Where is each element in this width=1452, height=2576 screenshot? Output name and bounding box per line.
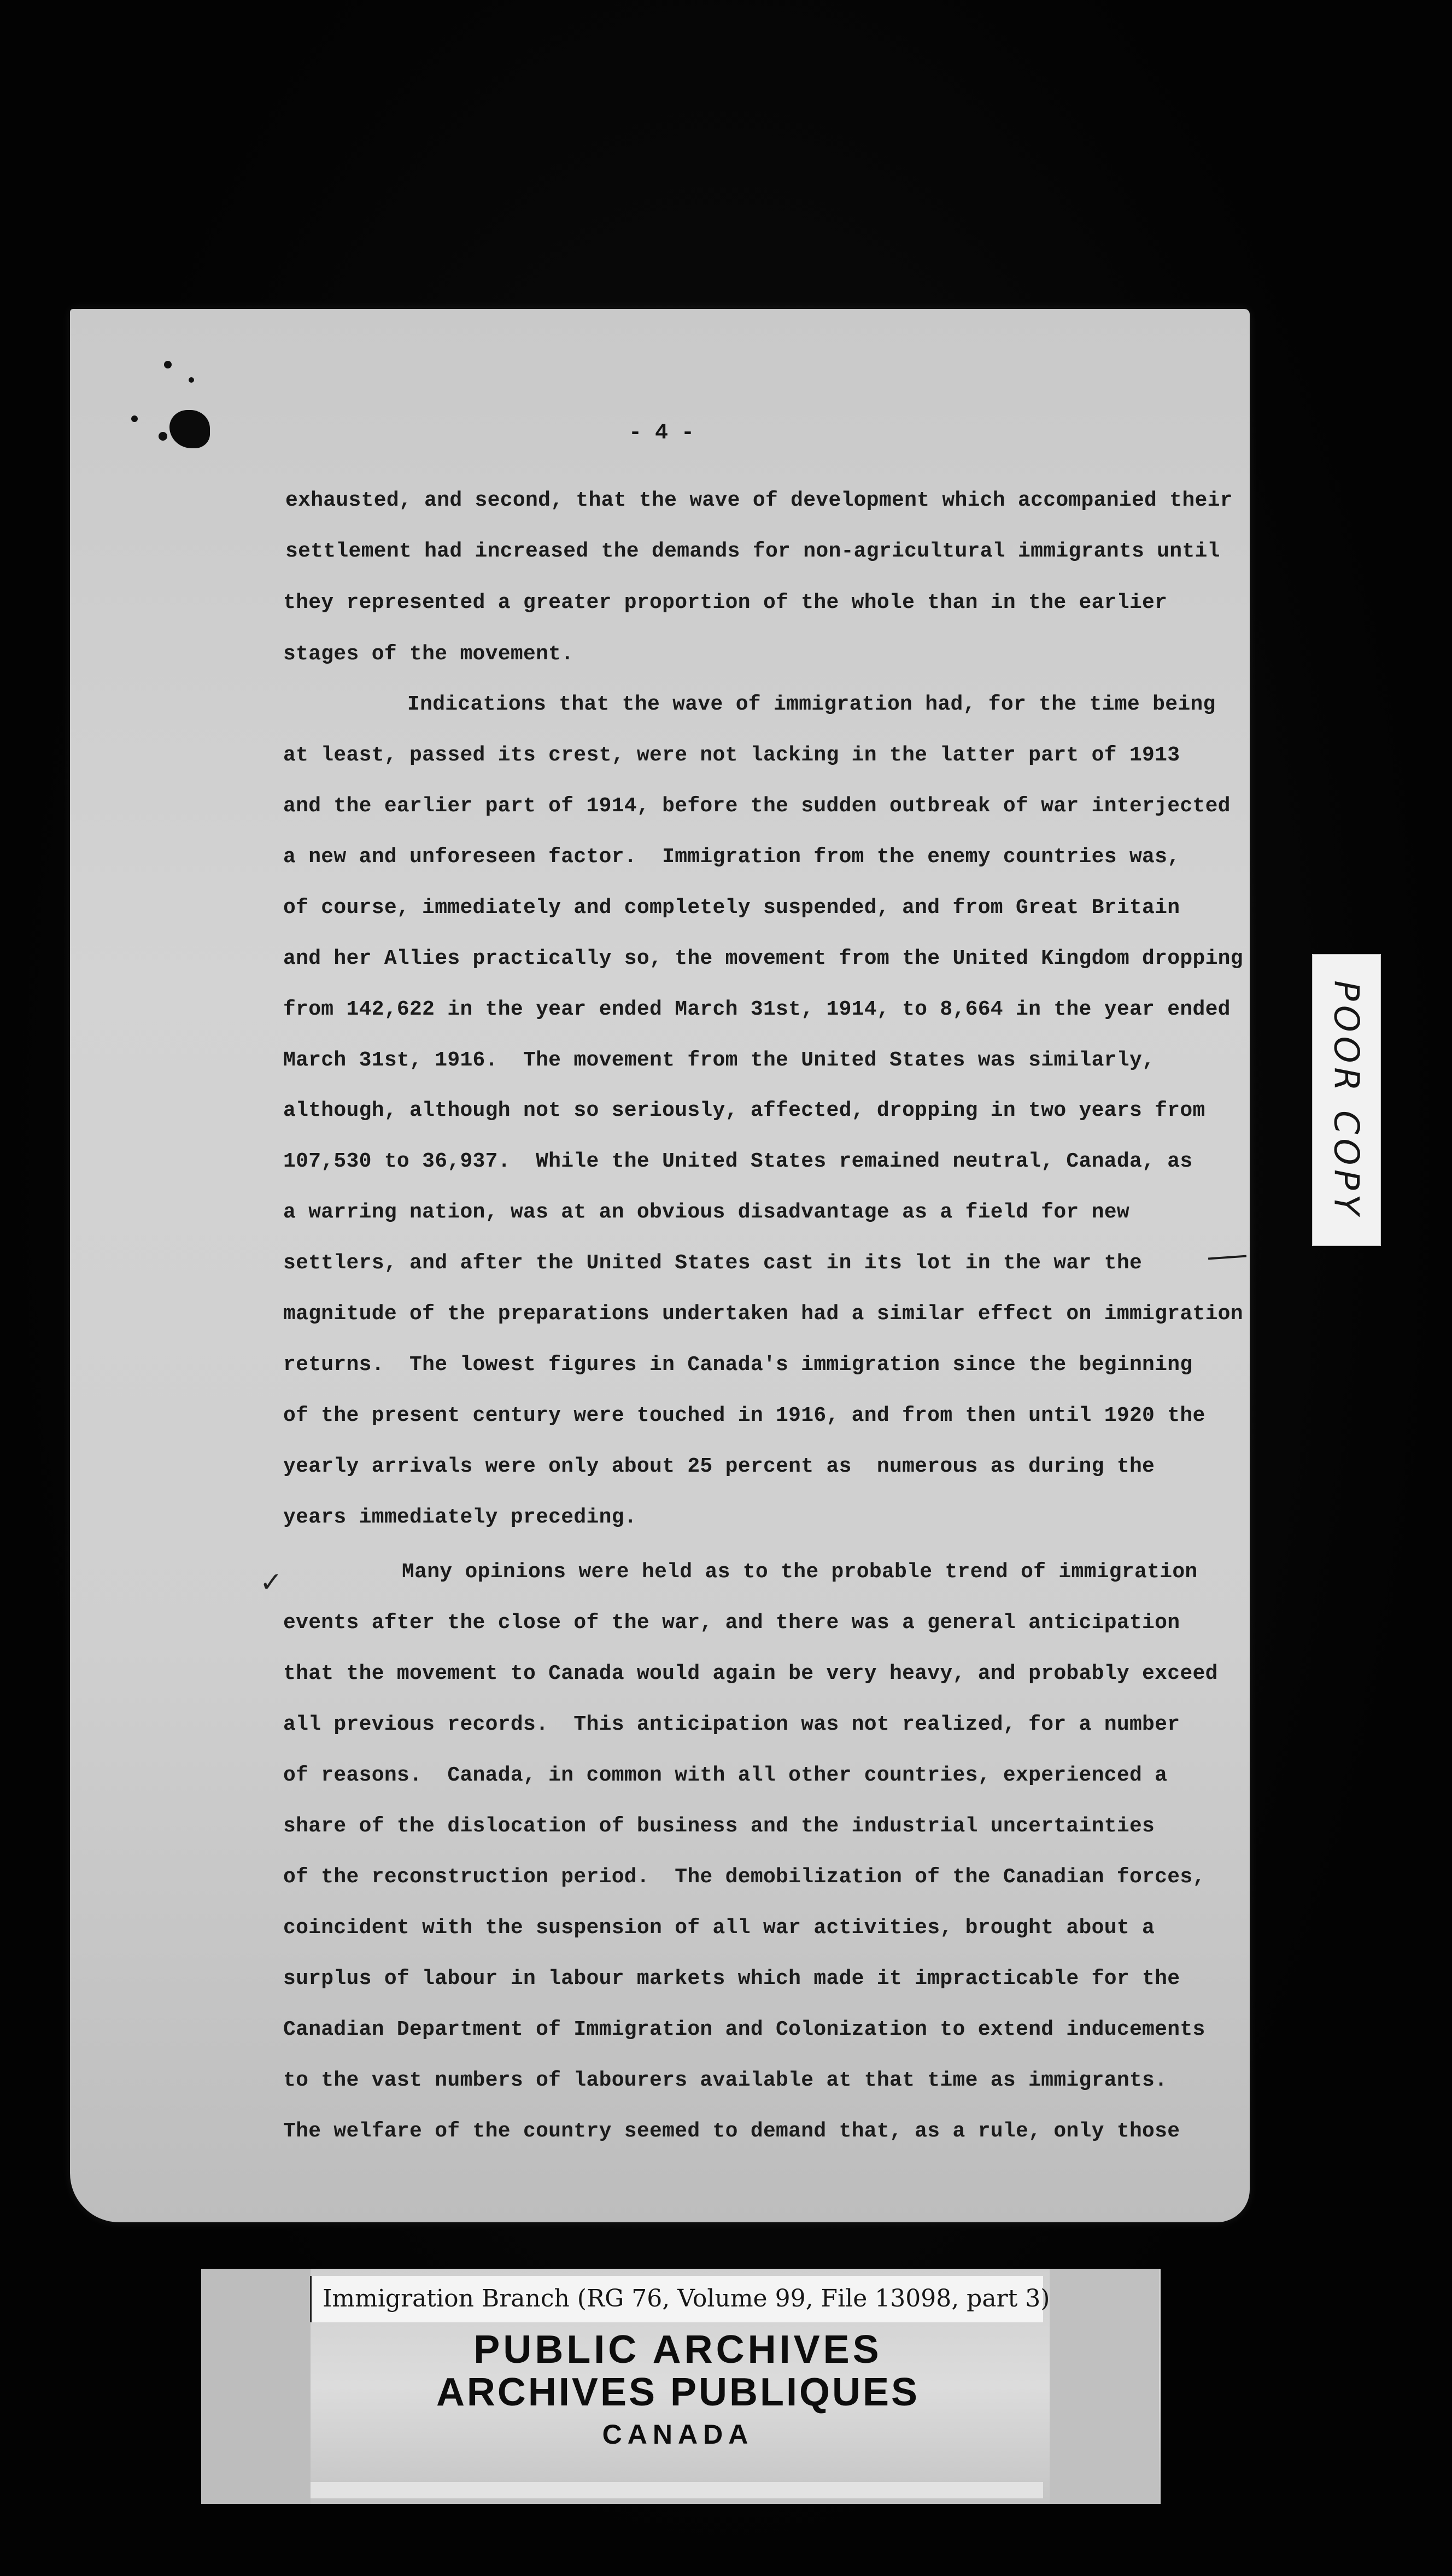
text-line: March 31st, 1916. The movement from the United States was similarly, (283, 1049, 1155, 1072)
text-line: a warring nation, was at an obvious disadvantage as a field for new (283, 1201, 1129, 1224)
text-line: settlement had increased the demands for non-agricultural immigrants until (285, 540, 1220, 563)
label-bottom-strip (311, 2482, 1043, 2498)
poor-copy-stamp (1312, 954, 1381, 1246)
source-reference (310, 2276, 1050, 2322)
text-line: 107,530 to 36,937. While the United States remained neutral, Canada, as (283, 1150, 1193, 1173)
label-edge (1050, 2269, 1159, 2504)
text-line: of reasons. Canada, in common with all other countries, experienced a (283, 1764, 1168, 1787)
text-line: Indications that the wave of immigration had, for the time being (407, 693, 1216, 716)
text-line: Canadian Department of Immigration and Colonization to extend inducements (283, 2018, 1205, 2041)
ink-speck (131, 415, 138, 422)
source-text: Immigration Branch (RG 76, Volume 99, File 13098, part 3) (323, 2285, 1050, 2312)
text-line: to the vast numbers of labourers available at that time as immigrants. (283, 2069, 1168, 2092)
text-line: all previous records. This anticipation was not realized, for a number (283, 1713, 1180, 1736)
page-number: - 4 - (628, 421, 695, 446)
text-line: of the reconstruction period. The demobilization of the Canadian forces, (283, 1865, 1205, 1889)
text-line: The welfare of the country seemed to demand that, as a rule, only those (283, 2120, 1180, 2143)
text-line: although, although not so seriously, affected, dropping in two years from (283, 1099, 1205, 1122)
ink-speck (159, 432, 167, 441)
text-line: at least, passed its crest, were not lacking in the latter part of 1913 (283, 743, 1180, 767)
text-line: surplus of labour in labour markets which made it impracticable for the (283, 1967, 1180, 1990)
text-line: Many opinions were held as to the probable trend of immigration (402, 1560, 1198, 1584)
text-line: returns. The lowest figures in Canada's immigration since the beginning (283, 1353, 1193, 1377)
text-line: and the earlier part of 1914, before the sudden outbreak of war interjected (283, 794, 1231, 818)
text-line: settlers, and after the United States cast in its lot in the war the (283, 1251, 1143, 1275)
text-line: exhausted, and second, that the wave of development which accompanied their (285, 489, 1233, 512)
archives-stamp (306, 2329, 1050, 2450)
archives-name-fr: ARCHIVES PUBLIQUES (436, 2370, 920, 2414)
text-line: years immediately preceding. (283, 1506, 637, 1529)
archives-country: CANADA (602, 2419, 754, 2450)
text-line: of the present century were touched in 1916, and from then until 1920 the (283, 1404, 1205, 1427)
archives-name-en: PUBLIC ARCHIVES (473, 2328, 882, 2372)
check-mark-icon: ✓ (260, 1566, 283, 1598)
text-line: coincident with the suspension of all war activities, brought about a (283, 1916, 1155, 1940)
text-line: from 142,622 in the year ended March 31st, 1914, to 8,664 in the year ended (283, 998, 1231, 1021)
ink-speck (189, 377, 194, 383)
text-line: events after the close of the war, and there was a general anticipation (283, 1611, 1180, 1635)
text-line: magnitude of the preparations undertaken had a similar effect on immigration (283, 1302, 1243, 1326)
text-line: yearly arrivals were only about 25 percent as numerous as during the (283, 1455, 1155, 1478)
ink-speck (164, 361, 172, 368)
text-line: they represented a greater proportion of the whole than in the earlier (283, 591, 1168, 614)
text-line: a new and unforeseen factor. Immigration from the enemy countries was, (283, 845, 1180, 869)
text-line: of course, immediately and completely suspended, and from Great Britain (283, 896, 1180, 920)
text-line: and her Allies practically so, the movement from the United Kingdom dropping (283, 947, 1243, 970)
text-line: that the movement to Canada would again be very heavy, and probably exceed (283, 1662, 1218, 1685)
text-line: stages of the movement. (283, 642, 574, 666)
text-line: share of the dislocation of business and the industrial uncertainties (283, 1814, 1155, 1838)
stamp-text: POOR COPY (1326, 980, 1367, 1220)
label-edge (201, 2269, 311, 2504)
